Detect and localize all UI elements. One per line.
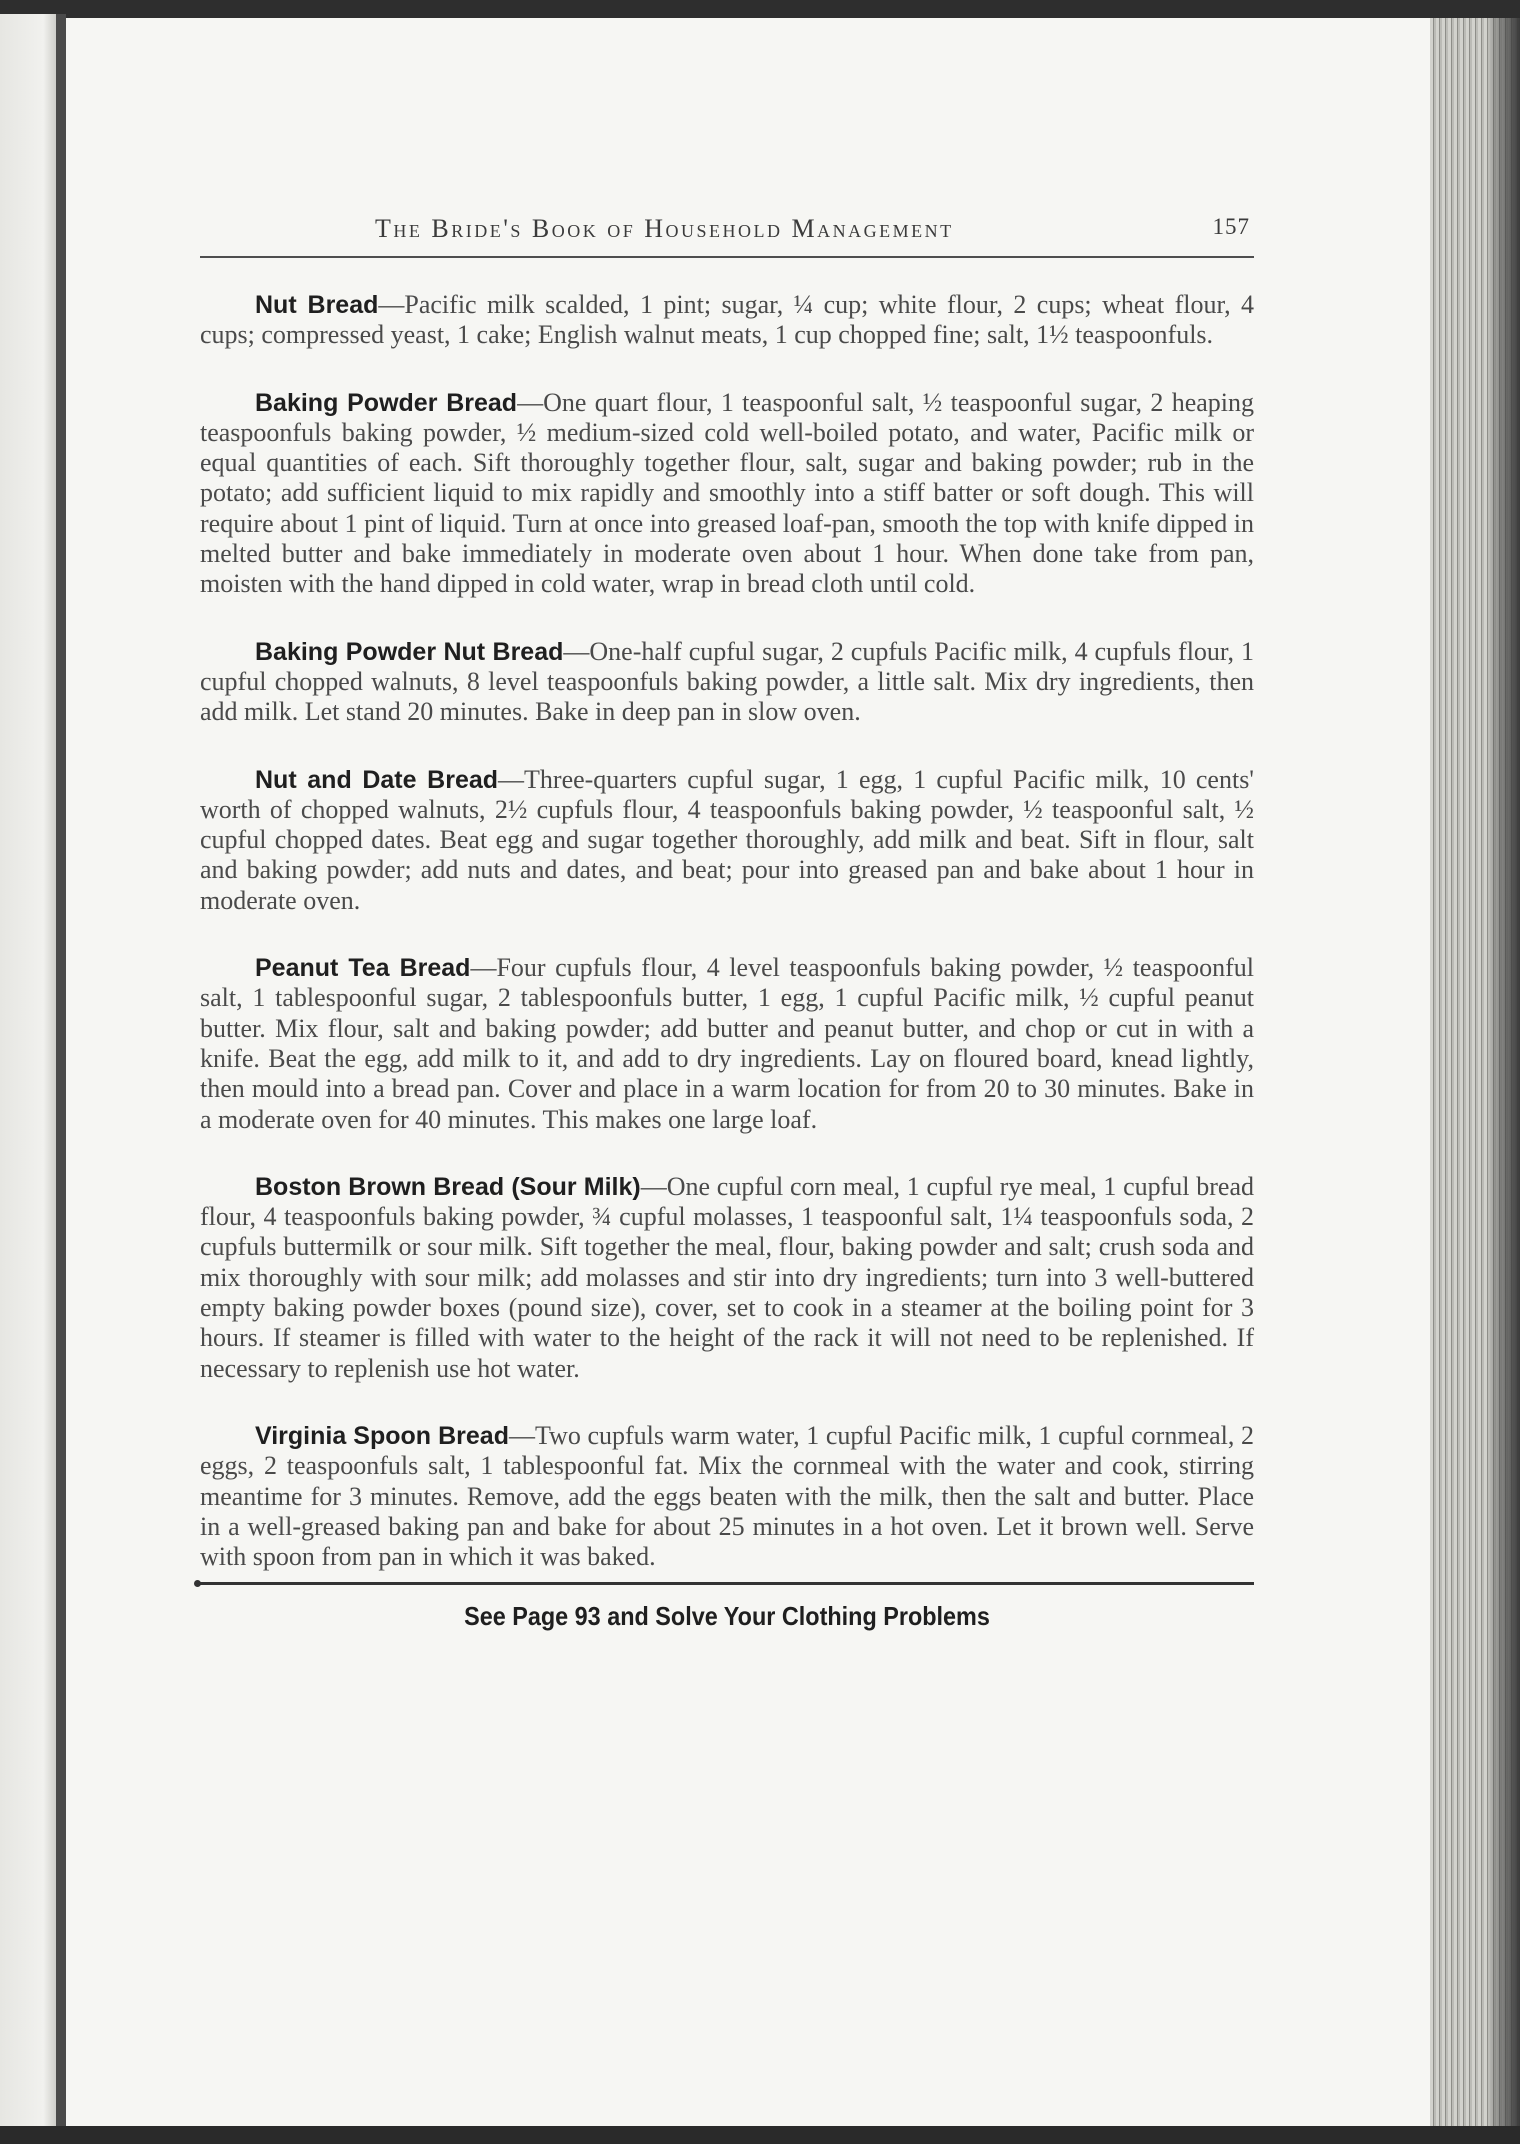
recipe-text: —One cupful corn meal, 1 cupful rye meal, 1 cupful bread flour, 4 teaspoonfuls baking powder, ¾ cupful molasses, 1 teaspoonful salt, 1¼ teaspoonfuls soda, 2 cupfuls buttermilk or sour milk. Sift together the meal, flour, baking powder and salt; crush soda and mix thoroughly with sour milk; add molasses and stir into dry ingredients; turn into 3 well-buttered empty baking powder boxes (pound size), cover, set to cook in a steamer at the boiling point for 3 hours. If steamer is filled with water to the height of the rack it will not need to be replenished. If necessary to replenish use hot water. xyxy=(200,1171,1254,1383)
recipe-virginia-spoon-bread xyxy=(200,1421,1254,1572)
header-rule xyxy=(200,256,1254,258)
page-number: 157 xyxy=(1212,214,1250,239)
page-content xyxy=(200,208,1254,1632)
recipe-baking-powder-bread xyxy=(200,388,1254,600)
footer-rule xyxy=(200,1582,1254,1585)
recipe-title: Boston Brown Bread (Sour Milk) xyxy=(255,1172,641,1201)
recipe-boston-brown-bread xyxy=(200,1172,1254,1384)
recipe-text: —Four cupfuls flour, 4 level teaspoonfuls baking powder, ½ teaspoonful salt, 1 tablespoonful sugar, 2 tablespoonfuls butter, 1 egg, 1 cupful Pacific milk, ½ cupful peanut butter. Mix flour, salt and baking powder; add butter and peanut butter, and chop or cut in with a knife. Beat the egg, add milk to it, and add to dry ingredients. Lay on floured board, knead lightly, then mould into a bread pan. Cover and place in a warm location for from 20 to 30 minutes. Bake in a moderate oven for 40 minutes. This makes one large loaf. xyxy=(200,953,1255,1134)
recipe-list xyxy=(200,290,1254,1572)
recipe-title: Baking Powder Nut Bread xyxy=(255,637,564,666)
recipe-text: —One quart flour, 1 teaspoonful salt, ½ teaspoonful sugar, 2 heaping teaspoonfuls baking powder, ½ medium-sized cold well-boiled potato, and water, Pacific milk or equal quantities of each. Sift thoroughly together flour, salt, sugar and baking powder; rub in the potato; add sufficient liquid to mix rapidly and smoothly into a stiff batter or soft dough. This will require about 1 pint of liquid. Turn at once into greased loaf-pan, smooth the top with knife dipped in melted butter and bake immediately in moderate oven about 1 hour. When done take from pan, moisten with the hand dipped in cold water, wrap in bread cloth until cold. xyxy=(200,387,1254,599)
recipe-nut-and-date-bread xyxy=(200,765,1254,916)
scan-bottom-edge xyxy=(0,2126,1520,2144)
recipe-title: Virginia Spoon Bread xyxy=(255,1421,509,1450)
facing-page-edge xyxy=(0,14,62,2126)
recipe-text: —One-half cupful sugar, 2 cupfuls Pacific milk, 4 cupfuls flour, 1 cupful chopped walnuts, 8 level teaspoonfuls baking powder, a little salt. Mix dry ingredients, then add milk. Let stand 20 minutes. Bake in deep pan in slow oven. xyxy=(200,636,1254,727)
recipe-text: —Two cupfuls warm water, 1 cupful Pacific milk, 1 cupful cornmeal, 2 eggs, 2 teaspoonfuls salt, 1 tablespoonful fat. Mix the cornmeal with the water and cook, stirring meantime for 3 minutes. Remove, add the eggs beaten with the milk, then the salt and butter. Place in a well-greased baking pan and bake for about 25 minutes in a hot oven. Let it brown well. Serve with spoon from pan in which it was baked. xyxy=(200,1420,1254,1572)
recipe-peanut-tea-bread xyxy=(200,953,1254,1135)
book-gutter xyxy=(56,14,66,2126)
running-title: The Bride's Book of Household Management xyxy=(375,214,954,243)
recipe-baking-powder-nut-bread xyxy=(200,637,1254,728)
recipe-nut-bread xyxy=(200,290,1254,351)
recipe-title: Peanut Tea Bread xyxy=(255,954,471,983)
page-stack-edge xyxy=(1430,18,1520,2128)
recipe-title: Nut Bread xyxy=(255,291,379,319)
recipe-title: Nut and Date Bread xyxy=(255,765,499,794)
recipe-title: Baking Powder Bread xyxy=(255,388,518,417)
recipe-text: —Three-quarters cupful sugar, 1 egg, 1 cupful Pacific milk, 10 cents' worth of chopped walnuts, 2½ cupfuls flour, 4 teaspoonfuls baking powder, ½ teaspoonful salt, ½ cupful chopped dates. Beat egg and sugar together thoroughly, add milk and beat. Sift in flour, salt and baking powder; add nuts and dates, and beat; pour into greased pan and bake about 1 hour in moderate oven. xyxy=(200,764,1254,915)
running-header xyxy=(200,208,1254,248)
footer-advert: See Page 93 and Solve Your Clothing Problems xyxy=(464,1601,990,1632)
recipe-text: —Pacific milk scalded, 1 pint; sugar, ¼ cup; white flour, 2 cups; wheat flour, 4 cups; compressed yeast, 1 cake; English walnut meats, 1 cup chopped fine; salt, 1½ teaspoonfuls. xyxy=(200,290,1254,350)
